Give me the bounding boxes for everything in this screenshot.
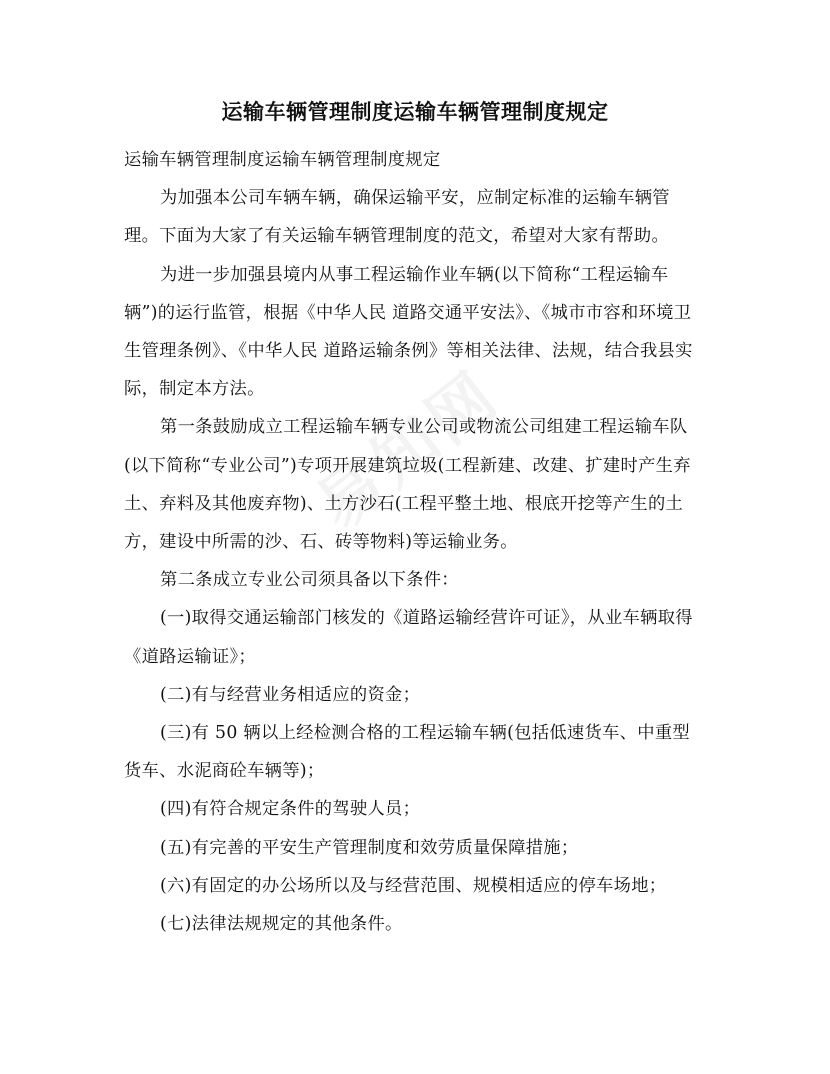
document-body bbox=[124, 141, 699, 943]
condition-item: (一)取得交通运输部门核发的《道路运输经营许可证》，从业车辆取得《道路运输证》； bbox=[124, 608, 693, 667]
article-two-paragraph: 第二条成立专业公司须具备以下条件： bbox=[160, 570, 459, 591]
condition-item: (七)法律法规规定的其他条件。 bbox=[160, 914, 403, 935]
intro-paragraph: 为加强本公司车辆车辆，确保运输平安，应制定标准的运输车辆管理。下面为大家了有关运输车辆管理制度的范文，希望对大家有帮助。 bbox=[124, 188, 670, 247]
subtitle-paragraph: 运输车辆管理制度运输车辆管理制度规定 bbox=[124, 150, 441, 170]
condition-item: (三)有 50 辆以上经检测合格的工程运输车辆(包括低速货车、中重型货车、水泥商砼车辆等)； bbox=[124, 723, 690, 782]
condition-item: (六)有固定的办公场所以及与经营范围、规模相适应的停车场地； bbox=[160, 875, 667, 896]
document-title: 运输车辆管理制度运输车辆管理制度规定 bbox=[221, 99, 609, 124]
purpose-paragraph: 为进一步加强县境内从事工程运输作业车辆(以下简称“工程运输车辆”)的运行监管，根据《中华人民 道路交通平安法》、《城市市容和环境卫生管理条例》、《中华人民 道路运输条例》等相关法律、法规，结合我县实际，制定本方法。 bbox=[124, 264, 693, 400]
condition-item: (四)有符合规定条件的驾驶人员； bbox=[160, 799, 421, 820]
condition-item: (五)有完善的平安生产管理制度和效劳质量保障措施； bbox=[160, 837, 579, 858]
article-one-paragraph: 第一条鼓励成立工程运输车辆专业公司或物流公司组建工程运输车队(以下简称“专业公司”)专项开展建筑垃圾(工程新建、改建、扩建时产生弃土、弃料及其他废弃物)、土方沙石(工程平整土地、根底开挖等产生的土方，建设中所需的沙、石、砖等物料)等运输业务。 bbox=[124, 417, 691, 553]
condition-item: (二)有与经营业务相适应的资金； bbox=[160, 684, 421, 705]
